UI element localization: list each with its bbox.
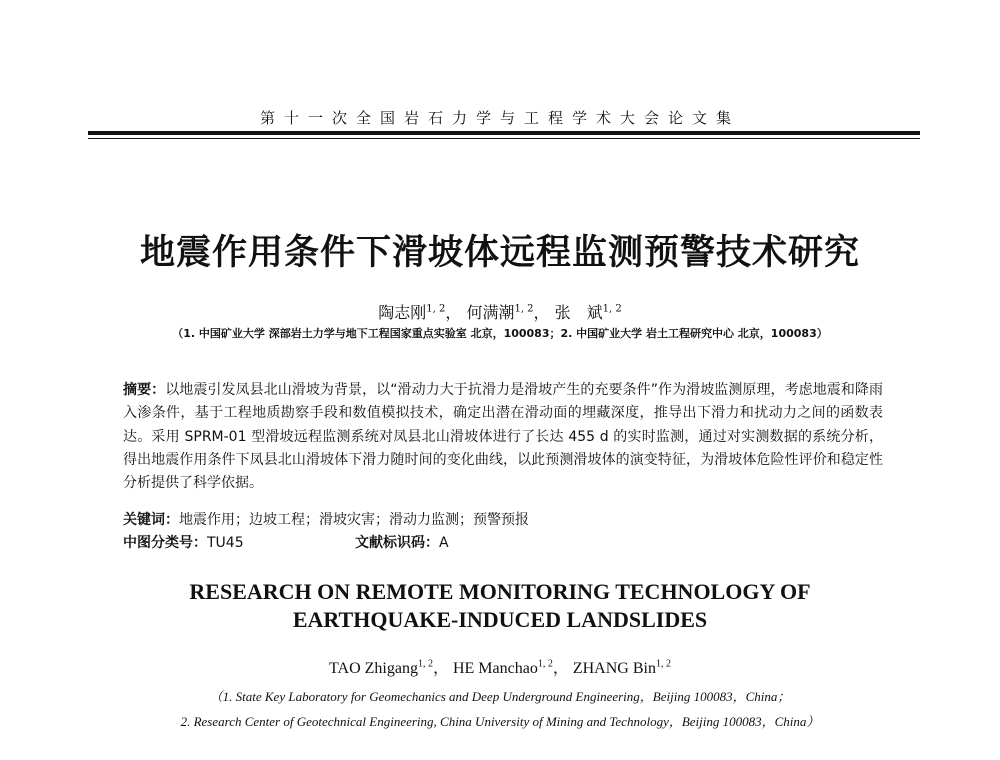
running-header: 第十一次全国岩石力学与工程学术大会论文集 xyxy=(259,109,740,127)
affiliation-en-line2: 2. Research Center of Geotechnical Engineering, China University of Mining and Technology，Beijing 100083，China） xyxy=(180,714,820,729)
clc-label: 中图分类号： xyxy=(123,535,207,551)
affiliation-cn: （1. 中国矿业大学 深部岩土力学与地下工程国家重点实验室 北京，100083；2. 中国矿业大学 岩土工程研究中心 北京，100083） xyxy=(172,327,828,340)
affiliation-en-line1: （1. State Key Laboratory for Geomechanics and Deep Underground Engineering，Beijing 100083，China； xyxy=(209,689,791,704)
classification-line xyxy=(123,532,449,552)
title-en-line1: RESEARCH ON REMOTE MONITORING TECHNOLOGY OF xyxy=(189,579,811,604)
doc-code-value: A xyxy=(439,535,449,551)
abstract-cn xyxy=(123,379,883,495)
author-cn: 何满潮$^{1, 2}$， xyxy=(466,303,550,322)
authors-cn xyxy=(0,300,1000,323)
author-en: HE Manchao$^{1, 2}$， xyxy=(452,658,569,677)
author-en: TAO Zhigang$^{1, 2}$， xyxy=(329,658,449,677)
doc-code-label: 文献标识码： xyxy=(355,535,439,551)
authors-en xyxy=(0,655,1000,678)
abstract-text: 以地震引发凤县北山滑坡为背景，以“滑动力大于抗滑力是滑坡产生的充要条件”作为滑坡监测原理，考虑地震和降雨入渗条件，基于工程地质勘察手段和数值模拟技术，确定出潜在滑动面的埋藏深度，推导出下滑力和扰动力之间的函数表达。采用 SPRM-01 型滑坡远程监测系统对凤县北山滑坡体进行了长达 455 d 的实时监测，通过对实测数据的系统分析，得出地震作用条件下凤县北山滑坡体下滑力随时间的变化曲线，以此预测滑坡体的演变特征，为滑坡体危险性评价和稳定性分析提供了科学依据。 xyxy=(123,382,883,492)
paper-title-en xyxy=(0,578,1000,634)
document-code xyxy=(355,532,449,552)
title-en-line2: EARTHQUAKE-INDUCED LANDSLIDES xyxy=(292,607,708,632)
header-rule-thin xyxy=(88,138,920,139)
header-rule-thick xyxy=(88,131,920,135)
abstract-label: 摘要： xyxy=(123,382,166,398)
paper-title-cn: 地震作用条件下滑坡体远程监测预警技术研究 xyxy=(139,233,860,273)
affiliation-en xyxy=(0,684,1000,734)
keywords-text: 地震作用；边坡工程；滑坡灾害；滑动力监测；预警预报 xyxy=(179,512,529,528)
keywords-label: 关键词： xyxy=(123,512,179,528)
keywords-line xyxy=(123,509,529,529)
author-cn: 陶志刚$^{1, 2}$， xyxy=(378,303,462,322)
author-cn: 张 斌$^{1, 2}$ xyxy=(554,303,622,322)
clc-value: TU45 xyxy=(207,535,244,551)
author-en: ZHANG Bin$^{1, 2}$ xyxy=(572,658,671,677)
